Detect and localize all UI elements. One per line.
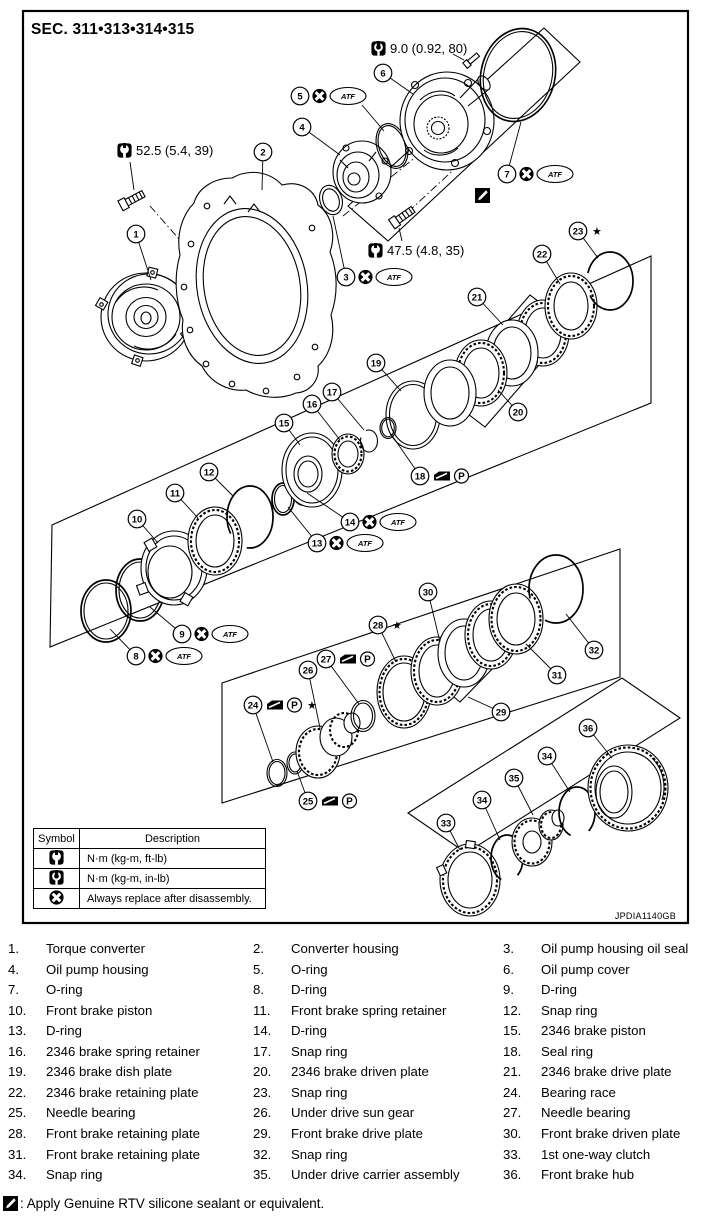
callout-number: 34 — [476, 795, 488, 807]
figure-code-watermark: JPDIA1140GB — [614, 911, 676, 921]
part-name: Under drive sun gear — [291, 1105, 415, 1120]
callout-number: 27 — [320, 654, 332, 666]
callout-number: 12 — [203, 467, 215, 479]
symbol-legend-table — [33, 828, 266, 909]
replace-x-icon — [312, 89, 326, 103]
part-16-2346-brake-spring-retainer — [332, 434, 364, 474]
legend-header-symbol: Symbol — [34, 829, 80, 849]
part-name: 1st one-way clutch — [541, 1147, 651, 1162]
part-name: Converter housing — [291, 941, 399, 956]
callout-number: 33 — [440, 818, 452, 830]
callout-number: 36 — [582, 723, 594, 735]
parts-list-item — [253, 1003, 446, 1018]
callout-number: 28 — [372, 620, 384, 632]
part-number: 18. — [503, 1044, 522, 1059]
part-number: 1. — [8, 941, 19, 956]
legend-desc: N·m (kg-m, ft-lb) — [80, 849, 266, 869]
callout-number: 34 — [541, 751, 553, 763]
petroleum-jelly-label: P — [346, 796, 353, 808]
part-number: 17. — [253, 1044, 272, 1059]
part-name: 2346 brake spring retainer — [46, 1044, 200, 1059]
replace-x-icon — [362, 515, 376, 529]
part-name: O-ring — [291, 962, 328, 977]
parts-list-item — [503, 1085, 616, 1100]
part-number: 27. — [503, 1105, 522, 1120]
callout-number: 20 — [512, 407, 524, 419]
callout-number: 26 — [302, 665, 314, 677]
parts-list-item — [503, 1126, 680, 1141]
callout-number: 4 — [299, 122, 305, 134]
part-number: 12. — [503, 1003, 522, 1018]
parts-list-item — [8, 1147, 200, 1162]
part-name: Snap ring — [291, 1044, 348, 1059]
callout-number: 21 — [471, 292, 483, 304]
part-number: 24. — [503, 1085, 522, 1100]
wrench-ftlb-icon — [49, 850, 64, 865]
parts-list-item — [8, 1064, 172, 1079]
part-number: 13. — [8, 1023, 27, 1038]
part-name: Snap ring — [541, 1003, 598, 1018]
part-name: Snap ring — [46, 1167, 103, 1182]
callout-number: 19 — [370, 358, 382, 370]
part-number: 19. — [8, 1064, 27, 1079]
parts-list-item — [503, 1147, 650, 1162]
replace-x-icon — [519, 167, 533, 181]
callout-number: 25 — [302, 796, 314, 808]
part-4-oil-pump-housing — [333, 141, 391, 203]
part-number: 10. — [8, 1003, 27, 1018]
callout-number: 6 — [380, 68, 386, 80]
legend-row — [34, 889, 266, 909]
rtv-note-text: : Apply Genuine RTV silicone sealant or equivalent. — [20, 1196, 325, 1211]
part-name: Needle bearing — [541, 1105, 631, 1120]
part-number: 15. — [503, 1023, 522, 1038]
replace-x-icon — [148, 649, 162, 663]
atf-label: ATF — [547, 169, 563, 179]
part-name: 2346 brake retaining plate — [46, 1085, 199, 1100]
parts-list-item — [503, 1044, 593, 1059]
parts-list-item — [503, 1105, 630, 1120]
callout-number: 8 — [133, 651, 139, 663]
part-name: Needle bearing — [46, 1105, 136, 1120]
wrench-inlb-icon — [371, 41, 385, 56]
part-name: Front brake driven plate — [541, 1126, 681, 1141]
part-number: 32. — [253, 1147, 272, 1162]
petroleum-jelly-label: P — [291, 700, 298, 712]
star-icon: ★ — [307, 700, 317, 713]
part-number: 14. — [253, 1023, 272, 1038]
callout-number: 29 — [495, 707, 507, 719]
callout-number: 3 — [343, 272, 349, 284]
callout-number: 30 — [422, 587, 434, 599]
parts-list-item — [8, 1003, 152, 1018]
callout-number: 11 — [169, 488, 181, 500]
part-11-front-brake-spring-retainer — [188, 507, 242, 575]
parts-list-item — [8, 1044, 200, 1059]
rtv-note — [3, 1196, 324, 1211]
part-name: Oil pump cover — [541, 962, 630, 977]
part-name: Snap ring — [291, 1147, 348, 1162]
part-number: 5. — [253, 962, 264, 977]
part-number: 3. — [503, 941, 514, 956]
parts-list-item — [8, 1085, 199, 1100]
part-name: D-ring — [541, 982, 577, 997]
part-name: D-ring — [291, 1023, 327, 1038]
part-name: Front brake piston — [46, 1003, 153, 1018]
parts-list-item — [503, 1003, 597, 1018]
part-number: 30. — [503, 1126, 522, 1141]
part-name: Oil pump housing — [46, 962, 149, 977]
part-number: 2. — [253, 941, 264, 956]
part-name: Under drive carrier assembly — [291, 1167, 460, 1182]
part-name: O-ring — [46, 982, 83, 997]
parts-list-item — [8, 1126, 200, 1141]
parts-list-item — [253, 1064, 429, 1079]
wrench-ftlb-icon — [117, 143, 131, 158]
torque-value: 9.0 (0.92, 80) — [390, 41, 468, 56]
part-number: 22. — [8, 1085, 27, 1100]
atf-label: ATF — [176, 651, 192, 661]
part-name: Front brake retaining plate — [46, 1147, 200, 1162]
part-number: 33. — [503, 1147, 522, 1162]
legend-header-row — [34, 829, 266, 849]
parts-list-item — [253, 1167, 460, 1182]
petroleum-jelly-label: P — [364, 654, 371, 666]
part-name: Snap ring — [291, 1085, 348, 1100]
part-number: 11. — [253, 1003, 271, 1018]
part-name: 2346 brake dish plate — [46, 1064, 173, 1079]
part-name: Bearing race — [541, 1085, 616, 1100]
callout-number: 10 — [131, 514, 143, 526]
parts-list-item — [503, 982, 577, 997]
part-number: 21. — [503, 1064, 522, 1079]
callout-number: 32 — [588, 645, 600, 657]
part-number: 35. — [253, 1167, 272, 1182]
callout-number: 16 — [306, 399, 318, 411]
callout-number: 18 — [414, 471, 426, 483]
part-number: 8. — [253, 982, 264, 997]
callout-number: 31 — [551, 670, 563, 682]
parts-list-item — [253, 1044, 347, 1059]
parts-list-item — [253, 982, 327, 997]
part-number: 20. — [253, 1064, 272, 1079]
part-number: 25. — [8, 1105, 27, 1120]
part-number: 29. — [253, 1126, 272, 1141]
part-31-front-brake-retaining-plate — [489, 584, 543, 654]
rtv-icon — [475, 188, 490, 203]
part-name: Front brake drive plate — [291, 1126, 423, 1141]
callout-number: 23 — [572, 226, 584, 238]
atf-label: ATF — [386, 272, 402, 282]
parts-list-item — [8, 941, 145, 956]
legend-desc: N·m (kg-m, in-lb) — [80, 869, 266, 889]
parts-list-item — [8, 1023, 82, 1038]
torque-value: 52.5 (5.4, 39) — [136, 143, 214, 158]
part-number: 4. — [8, 962, 19, 977]
part-number: 9. — [503, 982, 514, 997]
callout-number: 15 — [278, 418, 290, 430]
part-name: Front brake hub — [541, 1167, 635, 1182]
parts-list-item — [253, 1023, 327, 1038]
part-name: D-ring — [46, 1023, 82, 1038]
parts-list-item — [253, 941, 399, 956]
star-icon: ★ — [392, 620, 402, 633]
atf-label: ATF — [357, 538, 373, 548]
parts-list-item — [503, 962, 630, 977]
part-number: 26. — [253, 1105, 272, 1120]
rtv-icon — [3, 1196, 18, 1211]
part-name: 2346 brake piston — [541, 1023, 646, 1038]
parts-list-item — [253, 1147, 347, 1162]
callout-number: 14 — [344, 517, 356, 529]
callout-number: 35 — [508, 773, 520, 785]
parts-list-item — [253, 1085, 347, 1100]
wrench-inlb-icon — [49, 870, 64, 885]
atf-label: ATF — [340, 91, 356, 101]
legend-header-description: Description — [80, 829, 266, 849]
parts-list-item — [8, 982, 83, 997]
parts-list-item — [253, 1105, 414, 1120]
callout-number: 24 — [247, 700, 259, 712]
part-name: Oil pump housing oil seal — [541, 941, 689, 956]
part-number: 36. — [503, 1167, 522, 1182]
part-name: D-ring — [291, 982, 327, 997]
torque-value: 47.5 (4.8, 35) — [387, 243, 465, 258]
callout-number: 7 — [504, 169, 510, 181]
atf-label: ATF — [390, 517, 406, 527]
callout-number: 5 — [297, 91, 303, 103]
parts-list-item — [8, 1105, 135, 1120]
part-name: 2346 brake driven plate — [291, 1064, 429, 1079]
part-36-front-brake-hub — [588, 745, 668, 831]
callout-number: 9 — [179, 629, 185, 641]
legend-desc: Always replace after disassembly. — [80, 889, 266, 909]
wrench-ftlb-icon — [368, 243, 382, 258]
parts-list-item — [503, 1167, 634, 1182]
replace-x-icon — [194, 627, 208, 641]
legend-row — [34, 849, 266, 869]
parts-list-item — [503, 1023, 646, 1038]
parts-list-item — [8, 962, 149, 977]
part-name: Front brake spring retainer — [291, 1003, 447, 1018]
legend-row — [34, 869, 266, 889]
callout-number: 13 — [311, 538, 323, 550]
part-name: Torque converter — [46, 941, 145, 956]
part-2-converter-housing — [176, 172, 336, 397]
part-name: Seal ring — [541, 1044, 594, 1059]
replace-x-icon — [49, 890, 64, 905]
part-number: 7. — [8, 982, 19, 997]
part-number: 16. — [8, 1044, 27, 1059]
parts-list-item — [503, 1064, 672, 1079]
parts-list-item — [503, 941, 688, 956]
parts-list-item — [253, 962, 328, 977]
part-number: 31. — [8, 1147, 27, 1162]
part-number: 28. — [8, 1126, 27, 1141]
part-number: 6. — [503, 962, 514, 977]
callout-number: 22 — [536, 249, 548, 261]
section-title: SEC. 311•313•314•315 — [31, 21, 195, 38]
star-icon: ★ — [592, 226, 602, 239]
replace-x-icon — [358, 270, 372, 284]
part-22-2346-brake-retaining-plate — [545, 273, 597, 339]
part-name: 2346 brake drive plate — [541, 1064, 672, 1079]
petroleum-jelly-label: P — [458, 471, 465, 483]
parts-list-item — [8, 1167, 102, 1182]
replace-x-icon — [329, 536, 343, 550]
callout-number: 1 — [133, 229, 139, 241]
part-name: Front brake retaining plate — [46, 1126, 200, 1141]
part-number: 23. — [253, 1085, 272, 1100]
callout-number: 2 — [260, 147, 266, 159]
parts-list-item — [253, 1126, 423, 1141]
callout-number: 17 — [326, 387, 338, 399]
atf-label: ATF — [222, 629, 238, 639]
part-number: 34. — [8, 1167, 27, 1182]
